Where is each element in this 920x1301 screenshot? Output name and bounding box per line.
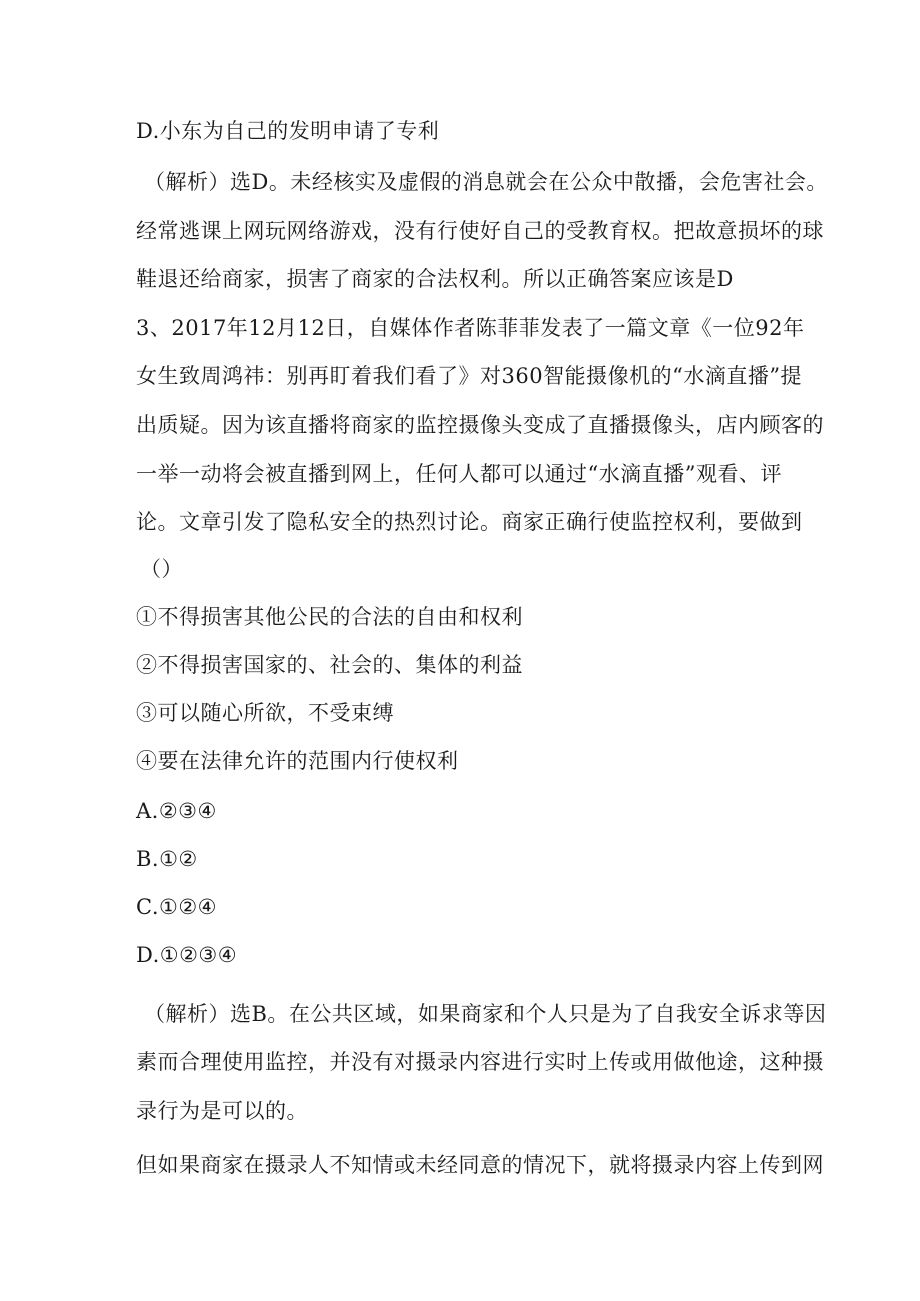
- question-3-line-2: 女生致周鸿祎：别再盯着我们看了》对360智能摄像机的“水滴直播”提: [136, 364, 803, 388]
- analysis-b-line-3: 录行为是可以的。: [136, 1099, 308, 1123]
- option-c: C.①②④: [136, 895, 217, 919]
- option-a: A.②③④: [136, 799, 217, 823]
- analysis-line-3: 鞋退还给商家，损害了商家的合法权利。所以正确答案应该是D: [136, 267, 734, 291]
- question-3-line-4: 一举一动将会被直播到网上，任何人都可以通过“水滴直播”观看、评: [136, 462, 782, 486]
- analysis-b-line-4: 但如果商家在摄录人不知情或未经同意的情况下，就将摄录内容上传到网: [136, 1153, 824, 1177]
- statement-4: ④要在法律允许的范围内行使权利: [136, 749, 459, 773]
- analysis-line-1: （解析）选D。未经核实及虚假的消息就会在公众中散播，会危害社会。: [144, 170, 828, 194]
- analysis-b-line-2: 素而合理使用监控，并没有对摄录内容进行实时上传或用做他途，这种摄: [136, 1050, 824, 1074]
- question-3-line-1: 3、2017年12月12日，自媒体作者陈菲菲发表了一篇文章《一位92年: [136, 316, 805, 340]
- question-3-line-3: 出质疑。因为该直播将商家的监控摄像头变成了直播摄像头，店内顾客的: [136, 413, 824, 437]
- answer-blank: （）: [140, 557, 183, 581]
- statement-1: ①不得损害其他公民的合法的自由和权利: [136, 605, 523, 629]
- option-b: B.①②: [136, 847, 198, 871]
- statement-3: ③可以随心所欲，不受束缚: [136, 701, 394, 725]
- analysis-line-2: 经常逃课上网玩网络游戏，没有行使好自己的受教育权。把故意损坏的球: [136, 219, 824, 243]
- option-d-prev-question: D.小东为自己的发明申请了专利: [136, 119, 440, 143]
- question-3-line-5: 论。文章引发了隐私安全的热烈讨论。商家正确行使监控权利，要做到: [136, 510, 803, 534]
- statement-2: ②不得损害国家的、社会的、集体的利益: [136, 653, 523, 677]
- analysis-b-line-1: （解析）选B。在公共区域，如果商家和个人只是为了自我安全诉求等因: [144, 1002, 827, 1026]
- option-d: D.①②③④: [136, 943, 238, 967]
